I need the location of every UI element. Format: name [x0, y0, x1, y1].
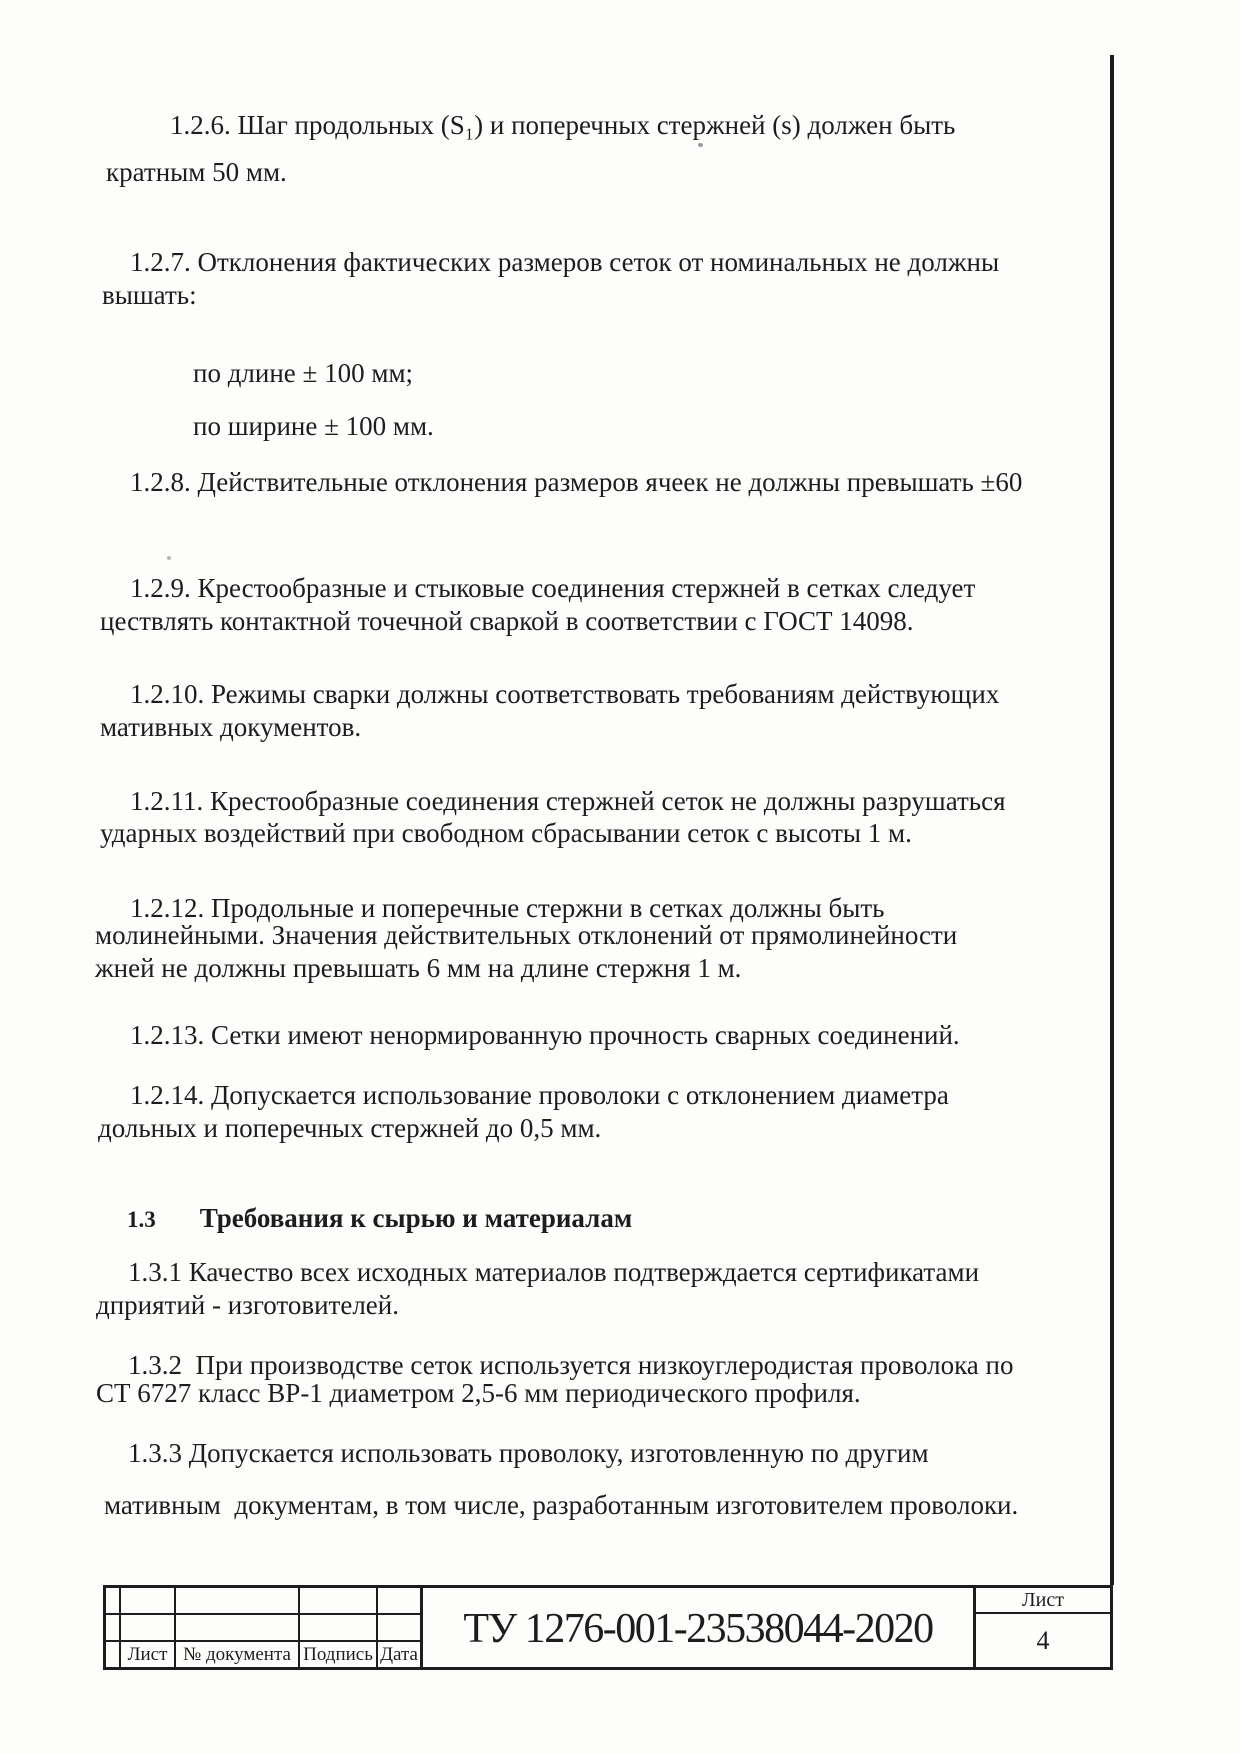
text-line: 1.2.7. Отклонения фактических размеров сеток от номинальных не должны: [130, 247, 1000, 277]
text-line: мативных документов.: [100, 712, 362, 742]
title-block: [103, 1585, 1113, 1670]
stamp-label-signature: Подпись: [300, 1642, 378, 1667]
section-heading-number: 1.3: [127, 1207, 156, 1232]
text-line: мативным документам, в том числе, разработанным изготовителем проволоки.: [104, 1490, 1019, 1520]
text-line: вышать:: [102, 280, 197, 310]
section-heading-title: Требования к сырью и материалам: [199, 1203, 633, 1233]
doc-number: ТУ 1276-001-23538044-2020: [463, 1605, 933, 1652]
stamp-cell-empty: [176, 1588, 300, 1615]
text-line: 1.2.13. Сетки имеют ненормированную прочность сварных соединений.: [130, 1020, 960, 1050]
text-line: 1.2.11. Крестообразные соединения стержней сеток не должны разрушаться: [130, 786, 1006, 816]
stamp-grid: [106, 1588, 423, 1667]
page-frame-border-line: [1110, 55, 1114, 1585]
section-heading: [127, 1203, 632, 1234]
text-line: по ширине ± 100 мм.: [193, 411, 434, 441]
text-line: дольных и поперечных стержней до 0,5 мм.: [98, 1113, 602, 1143]
text-line: молинейными. Значения действительных отклонений от прямолинейности: [95, 920, 958, 950]
stamp-cell-empty: [121, 1588, 176, 1615]
sheet-number: 4: [1036, 1625, 1050, 1655]
text-line: 1.2.10. Режимы сварки должны соответствовать требованиям действующих: [130, 679, 1000, 709]
stamp-label-doc-number: № документа: [176, 1642, 300, 1667]
text-line: 1.2.9. Крестообразные и стыковые соединения стержней в сетках следует: [130, 573, 976, 603]
text-line: кратным 50 мм.: [106, 157, 287, 187]
text-line: 1.3.1 Качество всех исходных материалов подтверждается сертификатами: [128, 1257, 980, 1287]
text-line: дприятий - изготовителей.: [96, 1290, 399, 1320]
text-line: ударных воздействий при свободном сбрасывании сеток с высоты 1 м.: [100, 818, 912, 848]
text-line: СТ 6727 класс ВР-1 диаметром 2,5-6 мм периодического профиля.: [96, 1378, 861, 1408]
stamp-cell-empty: [378, 1615, 423, 1642]
stamp-cell-empty: [106, 1615, 121, 1642]
stamp-cell-empty: [106, 1642, 121, 1667]
scan-speck: [167, 556, 171, 560]
stamp-cell-empty: [300, 1588, 378, 1615]
text-line: 1.2.12. Продольные и поперечные стержни в сетках должны быть: [130, 893, 885, 923]
scan-speck: [698, 143, 703, 147]
text-line: по длине ± 100 мм;: [193, 358, 414, 388]
doc-number-cell: [423, 1588, 976, 1667]
stamp-cell-empty: [121, 1615, 176, 1642]
sheet-cell: [976, 1588, 1110, 1667]
text-line: 1.3.2 При производстве сеток используется низкоуглеродистая проволока по: [128, 1350, 1014, 1380]
stamp-cell-empty: [176, 1615, 300, 1642]
sheet-label: Лист: [976, 1588, 1110, 1614]
text-line: 1.2.6. Шаг продольных (S₁) и поперечных стержней (s) должен быть: [170, 110, 956, 140]
stamp-cell-empty: [300, 1615, 378, 1642]
stamp-label-list: Лист: [121, 1642, 176, 1667]
stamp-cell-empty: [106, 1588, 121, 1615]
text-line: 1.3.3 Допускается использовать проволоку, изготовленную по другим: [128, 1438, 929, 1468]
stamp-label-date: Дата: [378, 1642, 423, 1667]
stamp-cell-empty: [378, 1588, 423, 1615]
text-line: 1.2.14. Допускается использование проволоки с отклонением диаметра: [130, 1080, 949, 1110]
text-line: жней не должны превышать 6 мм на длине стержня 1 м.: [95, 953, 742, 983]
text-line: 1.2.8. Действительные отклонения размеров ячеек не должны превышать ±60: [130, 467, 1023, 497]
text-line: цествлять контактной точечной сваркой в соответствии с ГОСТ 14098.: [100, 606, 914, 636]
